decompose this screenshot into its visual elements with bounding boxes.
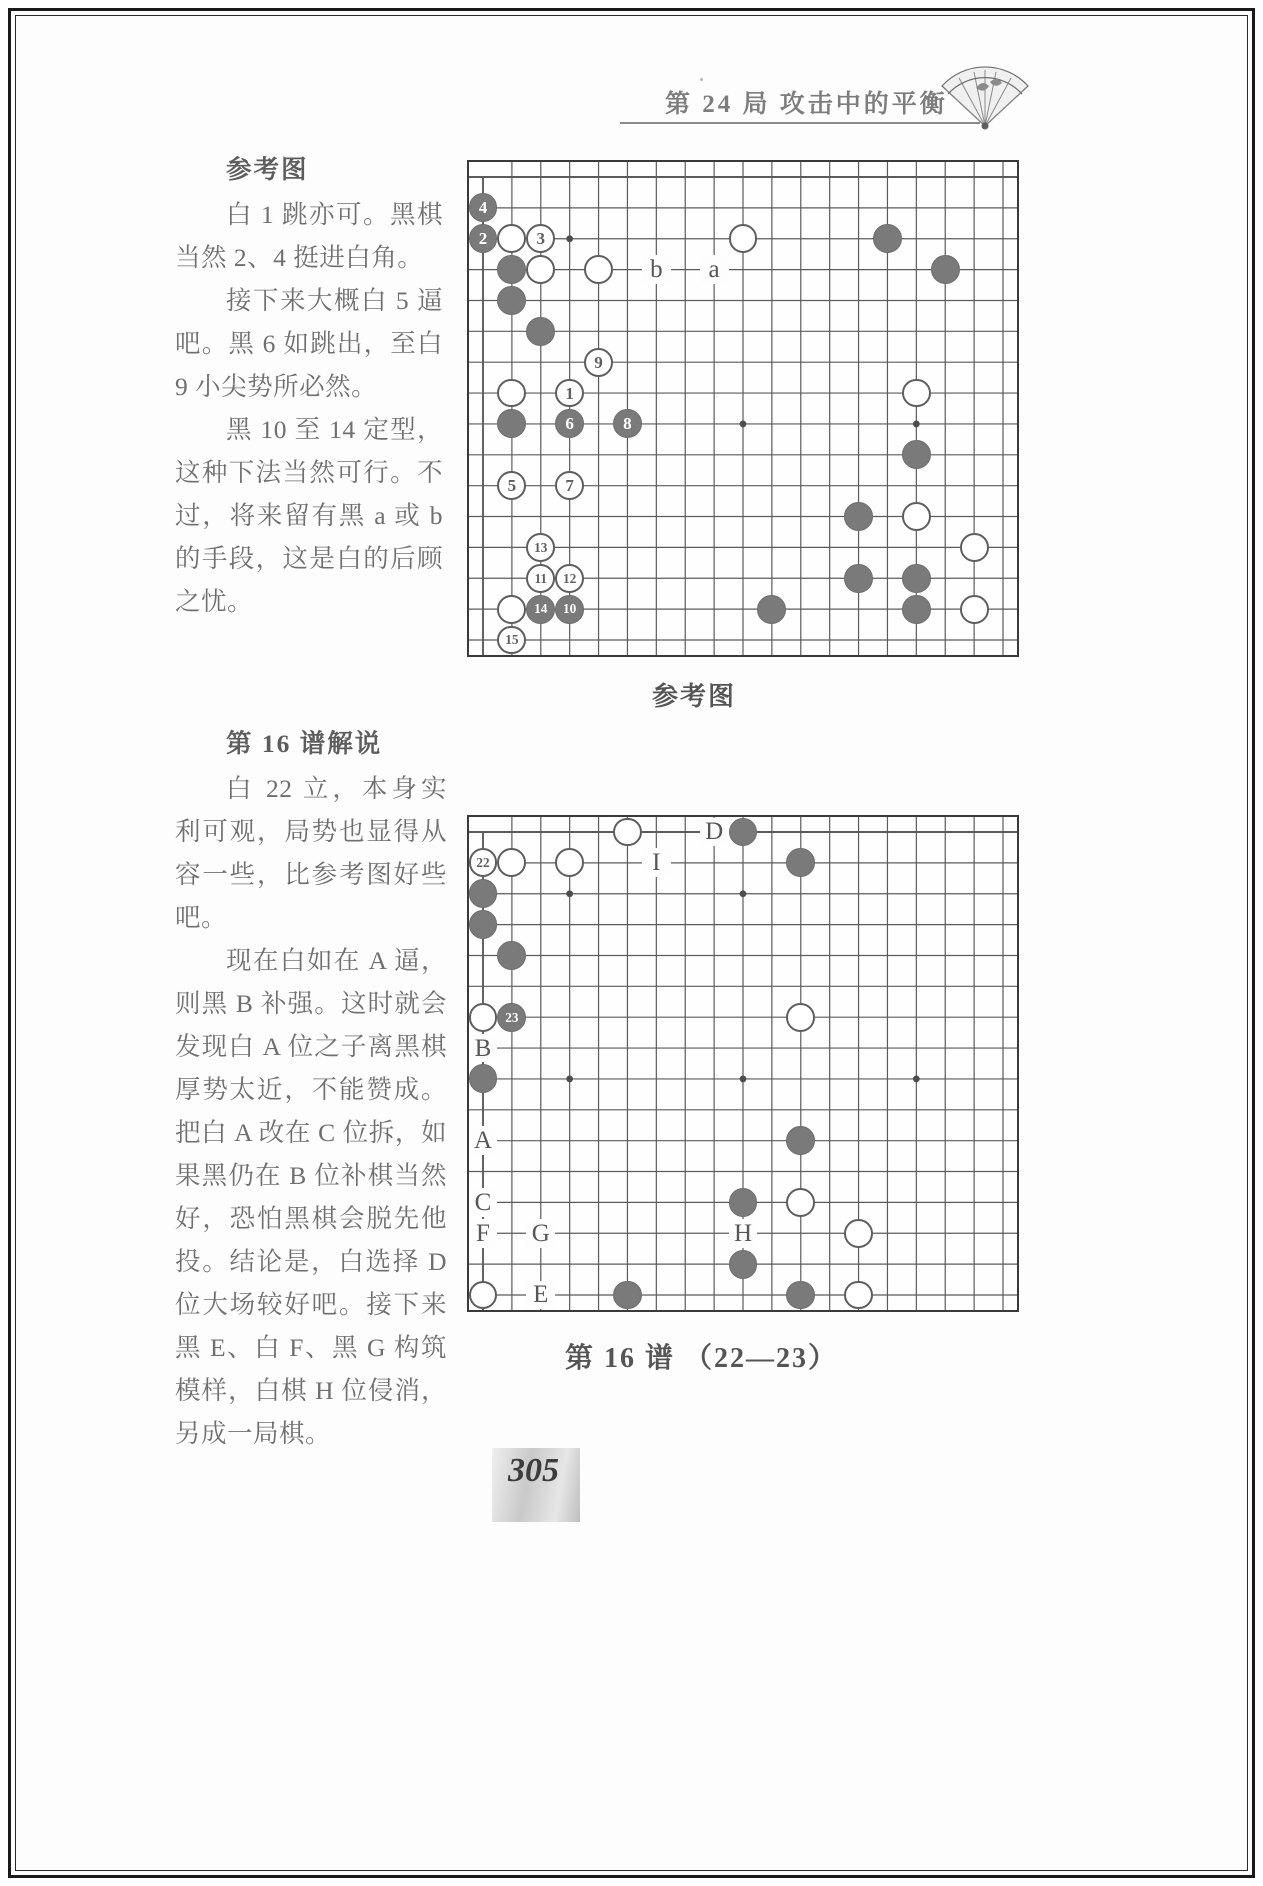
white-stone[interactable] xyxy=(729,224,758,253)
black-stone[interactable] xyxy=(613,1281,642,1310)
white-stone[interactable] xyxy=(497,595,526,624)
black-stone-2[interactable]: 2 xyxy=(469,224,498,253)
white-stone[interactable] xyxy=(497,848,526,877)
black-stone-8[interactable]: 8 xyxy=(613,409,642,438)
caption-reference-diagram: 参考图 xyxy=(652,682,737,711)
paragraph: 现在白如在 A 逼，则黑 B 补强。这时就会发现白 A 位之子离黑棋厚势太近，不能赞成。把白 A 改在 C 位拆，如果黑仍在 B 位补棋当然好，恐怕黑棋会脱先他投。结论是，白选择 D 位大场较好吧。接下来黑 E、白 F、黑 G 构筑模样，白棋 H 位侵消，另成一局棋。 xyxy=(175,946,447,1448)
white-stone[interactable] xyxy=(902,379,931,408)
white-stone[interactable] xyxy=(960,533,989,562)
game-record-16-text xyxy=(175,722,447,1455)
black-stone[interactable] xyxy=(497,941,526,970)
board-marker-b: B xyxy=(469,1034,498,1063)
white-stone-9[interactable]: 9 xyxy=(584,348,613,377)
black-stone-6[interactable]: 6 xyxy=(555,409,584,438)
white-stone-5[interactable]: 5 xyxy=(497,471,526,500)
black-stone[interactable] xyxy=(526,317,555,346)
page-number: 305 xyxy=(508,1452,559,1489)
go-board-reference-diagram[interactable] xyxy=(467,160,1019,657)
white-stone-15[interactable]: 15 xyxy=(497,626,526,655)
reference-diagram-text xyxy=(175,148,443,623)
white-stone-1[interactable]: 1 xyxy=(555,379,584,408)
paragraph: 黑 10 至 14 定型，这种下法当然可行。不过，将来留有黑 a 或 b 的手段，这是白的后顾之忧。 xyxy=(175,415,443,616)
white-stone[interactable] xyxy=(960,595,989,624)
black-stone-10[interactable]: 10 xyxy=(555,595,584,624)
black-stone[interactable] xyxy=(757,595,786,624)
board-marker-b: b xyxy=(642,255,671,284)
white-stone[interactable] xyxy=(844,1281,873,1310)
black-stone[interactable] xyxy=(497,255,526,284)
board-marker-i: I xyxy=(642,848,671,877)
text-heading-reference: 参考图 xyxy=(226,155,309,184)
black-stone-14[interactable]: 14 xyxy=(526,595,555,624)
board-marker-a: A xyxy=(469,1126,498,1155)
black-stone[interactable] xyxy=(497,409,526,438)
header-speck xyxy=(700,78,703,81)
white-stone[interactable] xyxy=(497,379,526,408)
black-stone[interactable] xyxy=(844,564,873,593)
black-stone[interactable] xyxy=(786,1281,815,1310)
white-stone[interactable] xyxy=(613,818,642,847)
paragraph: 白 22 立，本身实利可观，局势也显得从容一些，比参考图好些吧。 xyxy=(175,774,447,932)
white-stone[interactable] xyxy=(844,1219,873,1248)
caption-game-record-16: 第 16 谱 （22—23） xyxy=(565,1343,839,1374)
white-stone-11[interactable]: 11 xyxy=(526,564,555,593)
board-marker-e: E xyxy=(526,1281,555,1310)
black-stone[interactable] xyxy=(902,595,931,624)
board-marker-a: a xyxy=(700,255,729,284)
black-stone[interactable] xyxy=(902,440,931,469)
board-marker-c: C xyxy=(469,1188,498,1217)
white-stone[interactable] xyxy=(497,224,526,253)
black-stone[interactable] xyxy=(729,1250,758,1279)
black-stone[interactable] xyxy=(931,255,960,284)
black-stone[interactable] xyxy=(844,502,873,531)
white-stone[interactable] xyxy=(902,502,931,531)
black-stone-4[interactable]: 4 xyxy=(469,193,498,222)
go-board-game-record-16[interactable] xyxy=(467,815,1019,1312)
black-stone[interactable] xyxy=(469,910,498,939)
black-stone[interactable] xyxy=(902,564,931,593)
white-stone[interactable] xyxy=(469,1003,498,1032)
black-stone-23[interactable]: 23 xyxy=(497,1003,526,1032)
black-stone[interactable] xyxy=(729,1188,758,1217)
white-stone[interactable] xyxy=(526,255,555,284)
black-stone[interactable] xyxy=(469,1064,498,1093)
white-stone[interactable] xyxy=(584,255,613,284)
header-rule xyxy=(620,122,980,124)
board-stones xyxy=(469,162,1017,655)
white-stone-7[interactable]: 7 xyxy=(555,471,584,500)
board-marker-g: G xyxy=(526,1219,555,1248)
white-stone[interactable] xyxy=(555,848,584,877)
board-marker-f: F xyxy=(469,1219,498,1248)
white-stone-13[interactable]: 13 xyxy=(526,533,555,562)
page-title: 第 24 局 攻击中的平衡 xyxy=(665,91,948,118)
white-stone[interactable] xyxy=(786,1003,815,1032)
white-stone[interactable] xyxy=(469,1281,498,1310)
board-marker-h: H xyxy=(729,1219,758,1248)
black-stone[interactable] xyxy=(786,1126,815,1155)
white-stone[interactable] xyxy=(786,1188,815,1217)
board-marker-d: D xyxy=(700,818,729,847)
white-stone-22[interactable]: 22 xyxy=(469,848,498,877)
black-stone[interactable] xyxy=(786,848,815,877)
board-stones xyxy=(469,817,1017,1310)
paragraph: 白 1 跳亦可。黑棋当然 2、4 挺进白角。 xyxy=(175,200,443,272)
white-stone-12[interactable]: 12 xyxy=(555,564,584,593)
black-stone[interactable] xyxy=(497,286,526,315)
black-stone[interactable] xyxy=(873,224,902,253)
white-stone-3[interactable]: 3 xyxy=(526,224,555,253)
folding-fan-ornament xyxy=(930,60,1040,132)
black-stone[interactable] xyxy=(729,818,758,847)
paragraph: 接下来大概白 5 逼吧。黑 6 如跳出，至白 9 小尖势所必然。 xyxy=(175,286,443,401)
text-heading-game-16: 第 16 谱解说 xyxy=(226,729,383,758)
black-stone[interactable] xyxy=(469,879,498,908)
